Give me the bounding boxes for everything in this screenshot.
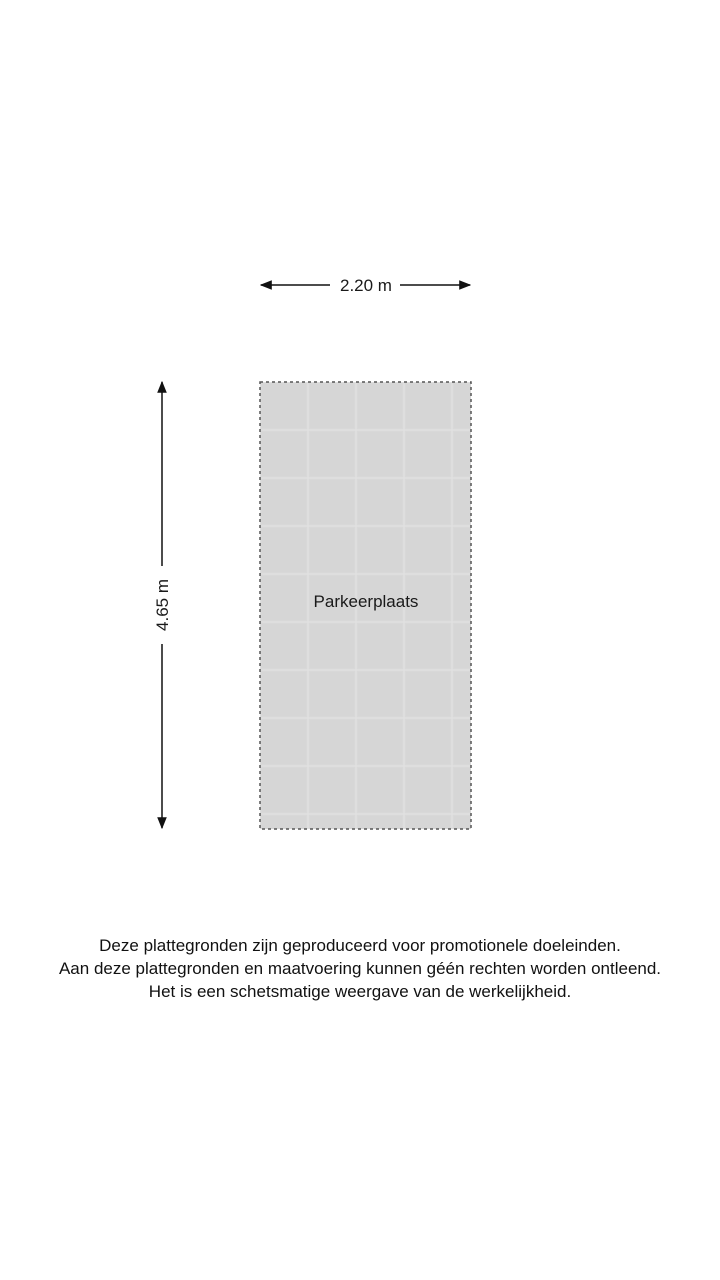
- length-dimension: [153, 382, 172, 828]
- room-label: Parkeerplaats: [313, 592, 419, 611]
- width-dimension: [261, 276, 470, 295]
- disclaimer: [0, 934, 720, 1003]
- room-parkeerplaats: [260, 382, 471, 829]
- width-dimension-label: 2.20 m: [340, 276, 392, 295]
- disclaimer-line-2: Aan deze plattegronden en maatvoering kunnen géén rechten worden ontleend.: [58, 959, 662, 978]
- disclaimer-line-1: Deze plattegronden zijn geproduceerd voor promotionele doeleinden.: [99, 936, 621, 955]
- length-dimension-label: 4.65 m: [153, 579, 172, 631]
- disclaimer-line-3: Het is een schetsmatige weergave van de werkelijkheid.: [148, 982, 572, 1001]
